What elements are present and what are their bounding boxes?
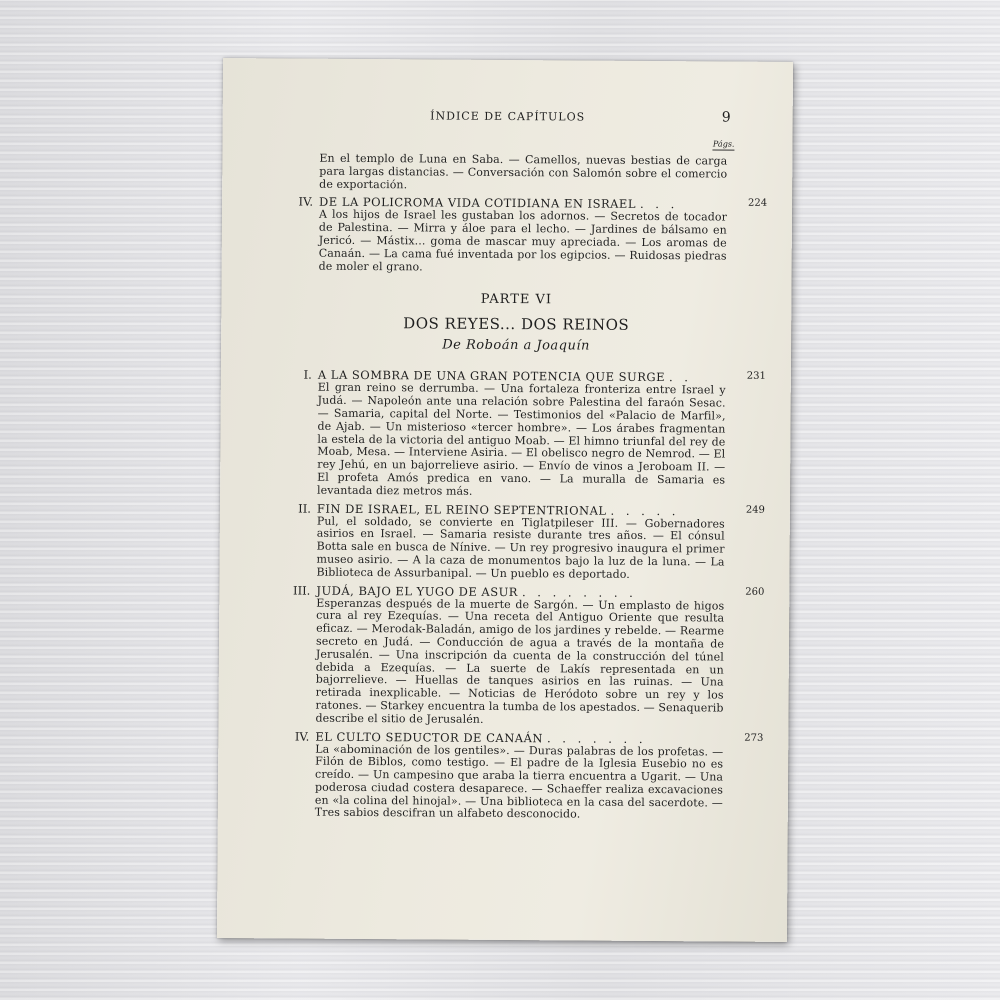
- toc-entry: [263, 729, 764, 823]
- chapter-number: II.: [298, 501, 311, 516]
- toc-entry: [264, 501, 765, 582]
- chapter-summary: La «abominación de los gentiles». — Duras palabras de los profetas. — Filón de Biblos, como testigo. — El padre de la Iglesia Eusebio no es creído. — Un campesino que araba la tierra encuentra a Ugarit. — Una poderosa ciudad costera desaparece. — Schaeffer realiza excavaciones en «la colina del hinojal». — Una biblioteca en la casa del sacerdote. — Tres sabios descifran un alfabeto desconocido.: [314, 742, 724, 822]
- part-label: PARTE VI: [480, 292, 553, 308]
- chapter-number: I.: [303, 367, 312, 383]
- running-head: ÍNDICE DE CAPÍTULOS: [430, 109, 586, 124]
- chapter-summary: Pul, el soldado, se convierte en Tiglatpileser III. — Gobernadores asirios en Israel. — Samaria resiste durante tres años. — El cónsul Botta sale en busca de Nínive. — Un rey progresivo inaugura el primer museo asirio. — A la caza de monumentos bajo la luz de la luna. — La Biblioteca de Assurbanipal. — Un pueblo es deportado.: [316, 514, 725, 581]
- chapter-page: 224: [747, 198, 768, 210]
- chapter-page: 260: [745, 586, 765, 598]
- chapter-page: 231: [746, 371, 766, 383]
- chapter-page: 273: [744, 732, 764, 744]
- chapter-title: JUDÁ, BAJO EL YUGO DE ASUR: [316, 583, 519, 599]
- part-title: DOS REYES... DOS REINOS: [403, 314, 630, 335]
- continuation-text: En el templo de Luna en Saba. — Camellos, nuevas bestias de carga para largas distancias. — Conversación con Salomón sobre el comercio de exportación.: [319, 151, 728, 191]
- chapter-number: III.: [293, 583, 311, 598]
- leader-dots: . . . . .: [610, 503, 680, 518]
- leader-dots: . . .: [639, 197, 679, 212]
- pags-column-label: Págs.: [712, 139, 735, 149]
- chapter-title: DE LA POLICROMA VIDA COTIDIANA EN ISRAEL: [319, 195, 637, 212]
- chapter-title: A LA SOMBRA DE UNA GRAN POTENCIA QUE SURGE: [317, 368, 666, 385]
- part-heading: [306, 291, 726, 355]
- chapter-number: IV.: [294, 729, 310, 744]
- chapter-summary: A los hijos de Israel les gustaban los adornos. — Secretos de tocador de Palestina. — Mirra y áloe para el lecho. — Jardines de bálsamo en Jericó. — Mástix... goma de mascar muy apreciada. — Los aromas de Canaán. — La cama fué inventada por los egipcios. — Ruidosas piedras de moler el grano.: [318, 208, 728, 273]
- book-page: [217, 58, 793, 942]
- chapter-title: FIN DE ISRAEL, EL REINO SEPTENTRIONAL: [316, 501, 607, 518]
- leader-dots: . . . . . . .: [546, 730, 647, 746]
- toc-entry-part5-iv: [267, 194, 768, 276]
- chapter-title: EL CULTO SEDUCTOR DE CANAÁN: [315, 729, 544, 745]
- part-subtitle: De Roboán a Joaquín: [442, 337, 590, 354]
- leader-dots: . . . . . . . .: [521, 584, 637, 600]
- chapter-summary: Esperanzas después de la muerte de Sargón. — Un emplasto de higos cura al rey Ezequías. — Una receta del Antiguo Oriente que resulta eficaz. — Merodak-Baladán, amigo de los jardines y rebelde. — Rearme secreto en Judá. — Conducción de agua a través de la montaña de Jerusalén. — Una inscripción da cuenta de la construcción del túnel debida a Ezequías. — La suerte de Lakís representada en un bajorrelieve. — Huellas de tanques asirios en las ruinas. — Una retirada inexplicable. — Noticias de Heródoto sobre un rey y los ratones. — Starkey encuentra la tumba de los apestados. — Senaquerib describe el sitio de Jerusalén.: [315, 596, 725, 726]
- chapter-number: IV.: [298, 194, 314, 210]
- leader-dots: . .: [668, 370, 693, 385]
- chapter-page: 249: [745, 504, 765, 516]
- toc-entry: [263, 583, 765, 728]
- table-of-contents: [263, 151, 768, 822]
- page-number: 9: [721, 109, 731, 126]
- toc-entry: [265, 367, 766, 500]
- chapter-summary: El gran reino se derrumba. — Una fortaleza fronteriza entre Israel y Judá. — Napoleón ante una relación sobre Palestina del faraón Sesac. — Samaria, capital del Norte. — Testimonios del «Palacio de Marfil», de Ajab. — Un misterioso «tercer hombre». — Los árabes fragmentan la estela de la victoria del antiguo Moab. — El himno triunfal del rey de Moab, Mesa. — Interviene Asiria. — El obelisco negro de Nemrod. — El rey Jehú, en un bajorrelieve asirio. — Envío de vinos a Jeroboam II. — El profeta Amós predica en vano. — La muralla de Samaria es levantada diez metros más.: [317, 381, 726, 498]
